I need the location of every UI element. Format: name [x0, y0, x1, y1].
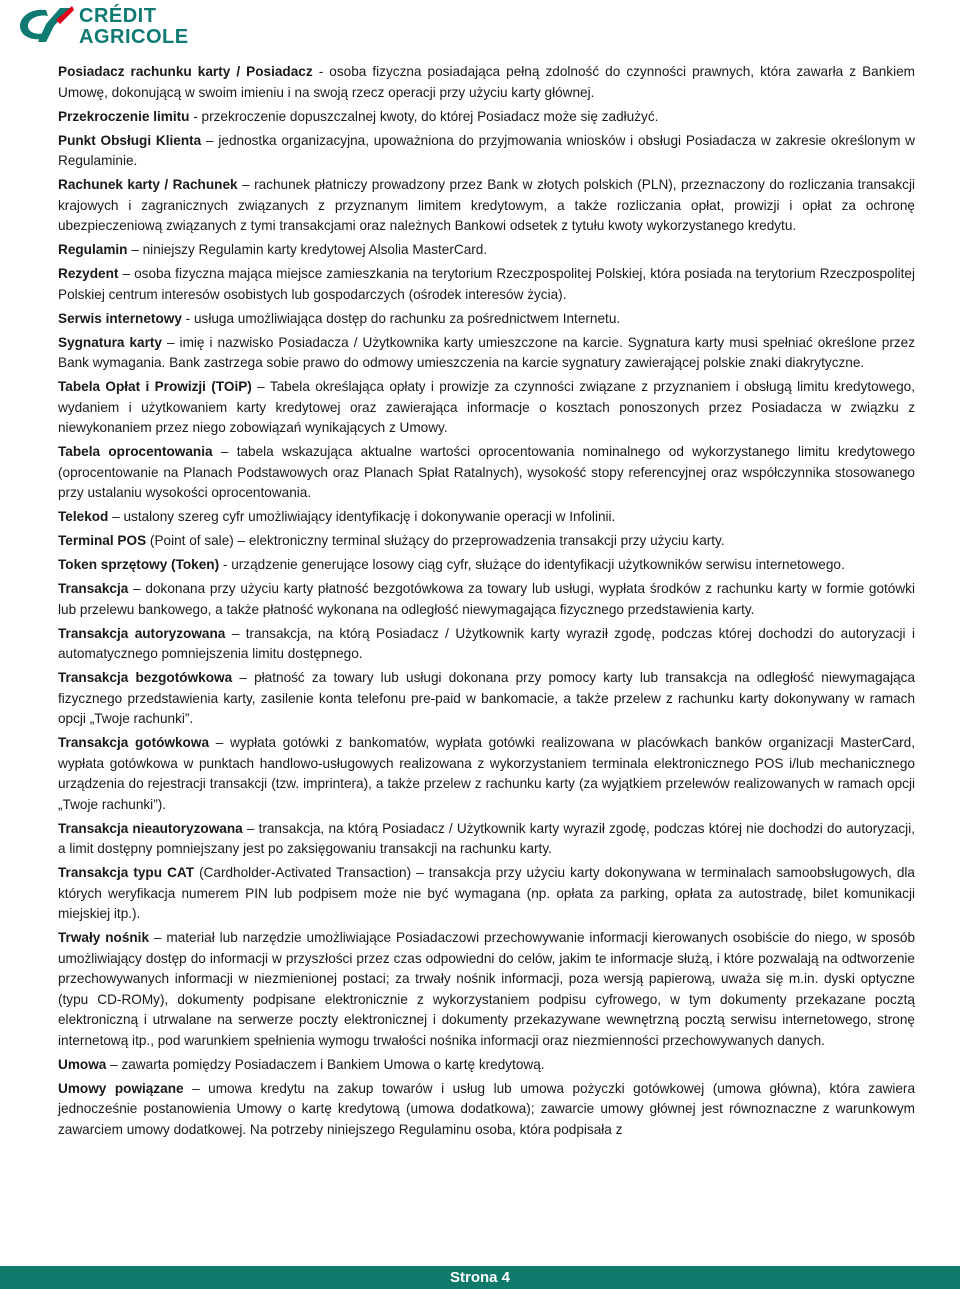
definition-entry — [58, 507, 915, 528]
credit-agricole-logo-mark-icon — [16, 4, 74, 44]
definition-term: Terminal POS — [58, 533, 147, 548]
definition-term: Rezydent — [58, 266, 119, 281]
definition-text: – transakcja, na którą Posiadacz / Użytkownik karty wyraził zgodę, podczas której dochodzi do autoryzacji i automatycznego pomniejszenia limitu dostępnego. — [58, 625, 915, 661]
definition-entry — [58, 107, 915, 128]
page-number: Strona 4 — [449, 1269, 510, 1286]
definition-term: Token sprzętowy (Token) — [58, 557, 220, 572]
definition-entry — [58, 531, 915, 552]
definition-term: Przekroczenie limitu — [58, 108, 190, 124]
definition-term: Transakcja nieautoryzowana — [58, 820, 243, 836]
definitions-list — [58, 62, 915, 1144]
definition-entry — [58, 1079, 915, 1141]
definition-term: Transakcja autoryzowana — [58, 625, 226, 641]
definition-entry — [58, 377, 915, 439]
definition-term: Transakcja gotówkowa — [58, 735, 209, 750]
definition-text: - osoba fizyczna posiadająca pełną zdolność do czynności prawnych, która zawarła z Bankiem Umowę, dokonującą w swoim imieniu i na swoją rzecz operacji przy użyciu karty głównej. — [58, 64, 915, 100]
definition-entry — [58, 131, 915, 172]
definition-text: – osoba fizyczna mająca miejsce zamieszkania na terytorium Rzeczpospolitej Polskiej, która posiada na terytorium Rzeczpospolitej Polskiej centrum interesów osobistych lub gospodarczych (ośrodek interesów życia). — [58, 266, 915, 302]
definition-text: - usługa umożliwiająca dostęp do rachunku za pośrednictwem Internetu. — [181, 310, 621, 326]
definition-term: Transakcja — [58, 581, 129, 596]
definition-entry — [58, 733, 915, 815]
definition-entry — [58, 819, 915, 860]
definition-text: – płatność za towary lub usługi dokonana przy pomocy karty lub transakcja na odległość niewymagająca fizycznego przedstawienia karty, zasilenie konta telefonu pre-paid w bankomacie, a także przelew z rachunku karty dokonywany w ramach opcji „Twoje rachunki”. — [58, 670, 916, 726]
definition-entry — [58, 1055, 915, 1076]
definition-entry — [58, 264, 915, 305]
definition-term: Transakcja bezgotówkowa — [58, 670, 233, 685]
definition-term: Regulamin — [58, 242, 128, 257]
definition-term: Sygnatura karty — [58, 334, 162, 350]
definition-entry — [58, 333, 915, 374]
definition-text: (Cardholder-Activated Transaction) – transakcja przy użyciu karty dokonywana w terminalach samoobsługowych, dla których weryfikacja numerem PIN lub podpisem może nie być wymagana (np. opłata za parking, opłata za autostradę, bilet komunikacji miejskiej itp.). — [58, 865, 915, 921]
definition-text: - przekroczenie dopuszczalnej kwoty, do której Posiadacz może się zadłużyć. — [189, 108, 659, 124]
definition-entry — [58, 624, 915, 665]
logo-text-agricole: AGRICOLE — [79, 26, 189, 48]
definition-term: Umowy powiązane — [58, 1080, 184, 1096]
definition-text: – jednostka organizacyjna, upoważniona do przyjmowania wniosków i obsługi Posiadacza w zakresie określonym w Regulaminie. — [58, 132, 915, 168]
definition-text: – transakcja, na którą Posiadacz / Użytkownik karty wyraził zgodę, podczas której nie dochodzi do autoryzacji, a limit dostępny pomniejszany jest po zaksięgowaniu transakcji na rachunku karty. — [58, 820, 915, 856]
credit-agricole-logo — [16, 4, 226, 48]
definition-term: Punkt Obsługi Klienta — [58, 132, 202, 148]
definition-text: - urządzenie generujące losowy ciąg cyfr, służące do identyfikacji użytkowników serwisu internetowego. — [219, 557, 845, 572]
definition-text: – imię i nazwisko Posiadacza / Użytkownika karty umieszczone na karcie. Sygnatura karty musi spełniać określone przez Bank wymagania. Bank zastrzega sobie prawo do odmowy umieszczenia na karcie sygnatury zawierającej polskie znaki diakrytyczne. — [58, 334, 915, 370]
definition-term: Posiadacz rachunku karty / Posiadacz — [58, 64, 313, 79]
definition-term: Transakcja typu CAT — [58, 865, 195, 880]
definition-text: – wypłata gotówki z bankomatów, wypłata gotówki realizowana w placówkach banków organizacji MasterCard, wypłata gotówkowa w punktach handlowo-usługowych realizowana z wykorzystaniem terminala elektronicznego POS i/lub mechanicznego urządzenia do rejestracji transakcji (tzw. imprintera), a także przelew z rachunku karty (za wyjątkiem przelewów realizowanych w ramach opcji „Twoje rachunki”). — [58, 735, 915, 812]
definition-entry — [58, 928, 915, 1051]
definition-entry — [58, 442, 915, 504]
definition-term: Rachunek karty / Rachunek — [58, 177, 238, 192]
definition-text: – ustalony szereg cyfr umożliwiający identyfikację i dokonywanie operacji w Infolinii. — [108, 509, 616, 524]
definition-term: Tabela Opłat i Prowizji (TOiP) — [58, 379, 252, 394]
logo-text-credit: CRÉDIT — [79, 5, 157, 27]
definition-term: Tabela oprocentowania — [58, 444, 213, 459]
definition-text: – zawarta pomiędzy Posiadaczem i Bankiem Umowa o kartę kredytową. — [106, 1056, 545, 1072]
definition-text: – umowa kredytu na zakup towarów i usług lub umowa pożyczki gotówkowej (umowa główna), która zawiera jednocześnie postanowienia Umowy o kartę kredytową (umowa dodatkowa); zawarcie umowy głównej jest równoznaczne z warunkowym zawarciem umowy dodatkowej. Na potrzeby niniejszego Regulaminu osoba, która podpisała z — [58, 1080, 916, 1137]
definition-entry — [58, 668, 915, 730]
definition-entry — [58, 175, 915, 237]
definition-entry — [58, 240, 915, 261]
definition-entry — [58, 579, 915, 620]
definition-text: – niniejszy Regulamin karty kredytowej Alsolia MasterCard. — [127, 242, 488, 257]
definition-entry — [58, 555, 915, 576]
definition-term: Telekod — [58, 509, 109, 524]
definition-entry — [58, 863, 915, 925]
page-footer — [0, 1266, 960, 1289]
definition-term: Umowa — [58, 1056, 107, 1072]
definition-entry — [58, 309, 915, 330]
definition-text: – rachunek płatniczy prowadzony przez Bank w złotych polskich (PLN), przeznaczony do rozliczania transakcji krajowych i zagranicznych związanych z przyznanym limitem kredytowym, a także rozliczania opłat, prowizji i opłat za ochronę ubezpieczeniową związanych z tymi transakcjami oraz należnych Bankowi odsetek z tytułu kwoty wykorzystanego kredytu. — [58, 177, 916, 233]
definition-text: – Tabela określająca opłaty i prowizje za czynności związane z przyznaniem i obsługą limitu kredytowego, wydaniem i użytkowaniem karty kredytowej oraz zawierająca informacje o kosztach ponoszonych przez Posiadacza w związku z niewykonaniem przez niego zobowiązań wynikających z Umowy. — [58, 379, 915, 435]
definition-term: Trwały nośnik — [58, 930, 150, 945]
definition-text: – tabela wskazująca aktualne wartości oprocentowania nominalnego od wykorzystanego limitu kredytowego (oprocentowanie na Planach Podstawowych oraz Planach Spłat Ratalnych), wysokość stopy referencyjnej oraz współczynnika stosowanego przy ustalaniu wysokości oprocentowania. — [58, 444, 916, 500]
definition-text: (Point of sale) – elektroniczny terminal służący do przeprowadzenia transakcji przy użyciu karty. — [146, 533, 725, 548]
definition-entry — [58, 62, 915, 103]
definition-text: – materiał lub narzędzie umożliwiające Posiadaczowi przechowywanie informacji kierowanych osobiście do niego, w sposób umożliwiający dostęp do informacji w przyszłości przez czas odpowiedni do celów, jakim te informacje służą, i które pozwalają na odtworzenie przechowywanych informacji w niezmienionej postaci; za trwały nośnik informacji, poza wersją papierową, uważa się m.in. dyski optyczne (typu CD-ROMy), dokumenty podpisane elektronicznie z wykorzystaniem podpisu cyfrowego, w tym dokumenty przekazane pocztą elektroniczną i utrwalane na serwerze poczty elektronicznej i dokumenty przekazywane wewnętrzną pocztą serwisu internetowego, stronę internetową itp., pod warunkiem spełnienia wymogu trwałości nośnika informacji oraz niezmienności przechowywanych danych. — [58, 930, 915, 1048]
definition-term: Serwis internetowy — [58, 310, 182, 326]
definition-text: – dokonana przy użyciu karty płatność bezgotówkowa za towary lub usługi, wypłata środków z rachunku karty w formie gotówki lub przelewu bankowego, a także płatność wykonana na odległość niewymagająca fizycznego przedstawienia karty. — [58, 581, 915, 617]
